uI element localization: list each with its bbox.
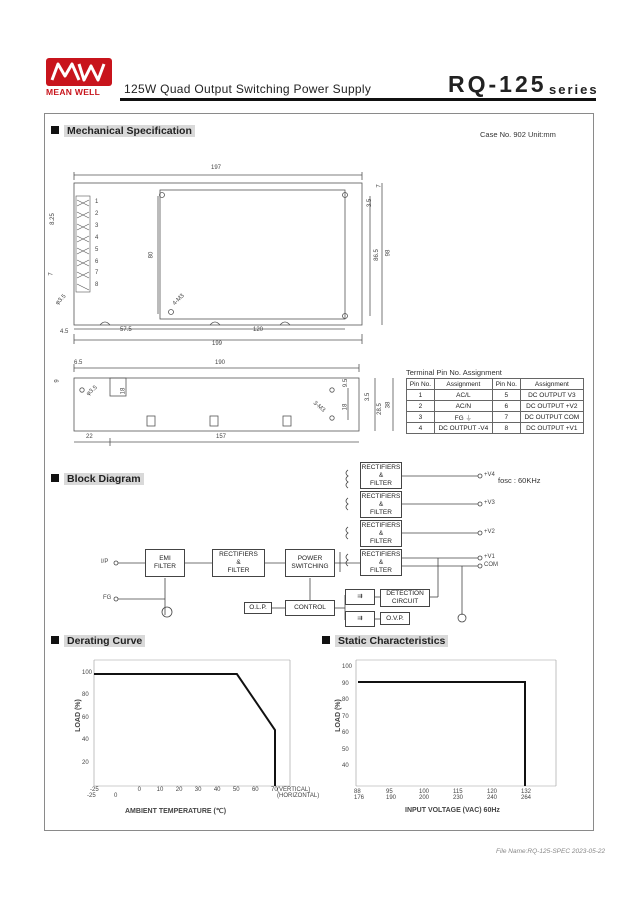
olp-block: O.L.P. xyxy=(244,602,272,614)
input-rectifier-block: RECTIFIERS & FILTER xyxy=(212,549,265,577)
dim-57-5: 57.5 xyxy=(120,327,132,333)
static-y-tick: 90 xyxy=(342,680,349,687)
dim-7b: 7 xyxy=(48,272,55,276)
dim-phi: φ3.5 xyxy=(54,293,68,307)
dim-86-5: 86.5 xyxy=(373,249,380,261)
dim-18b: 18 xyxy=(342,403,349,411)
case-info: Case No. 902 Unit:mm xyxy=(480,130,556,139)
rectifier-v4-block: RECTIFIERS & FILTER xyxy=(360,462,402,489)
brand-name: MEAN WELL xyxy=(46,87,101,97)
static-y-tick: 40 xyxy=(342,763,349,769)
derating-y-tick: 60 xyxy=(82,714,89,721)
control-block: CONTROL xyxy=(285,600,335,616)
static-y-tick: 60 xyxy=(342,730,349,736)
static-x-tick: 120 xyxy=(487,789,498,795)
static-x-tick-bottom: 190 xyxy=(386,795,397,801)
ip-label: I/P xyxy=(101,559,109,565)
derating-x-tick: 60 xyxy=(251,787,259,793)
static-x-tick: 100 xyxy=(419,789,430,795)
static-x-tick-bottom: 230 xyxy=(453,795,464,801)
static-y-tick: 50 xyxy=(342,746,349,753)
table-header-row: Pin No. Assignment Pin No. Assignment xyxy=(407,379,584,390)
dim-197: 197 xyxy=(211,165,222,171)
output-v4-label: +V4 xyxy=(484,472,495,478)
section-mechanical: Mechanical Specification xyxy=(51,125,195,138)
output-v2-label: +V2 xyxy=(484,529,495,535)
series-label: series xyxy=(549,82,599,97)
table-row: 2 AC/N 6 DC OUTPUT +V2 xyxy=(407,401,584,412)
static-x-tick: 88 xyxy=(354,789,361,795)
fg-label: FG xyxy=(103,595,112,601)
dim-120: 120 xyxy=(253,327,264,333)
dim-4-m3: 4-M3 xyxy=(171,293,186,307)
footer-file-name: File Name:RQ-125-SPEC 2023-05-22 xyxy=(496,848,606,855)
derating-x-tick: 70 xyxy=(271,787,278,793)
dim-side-phi: φ3.5 xyxy=(85,384,99,398)
derating-x-suffix-bottom: (HORIZONTAL) xyxy=(277,793,320,799)
dim-38: 38 xyxy=(385,401,392,409)
static-y-tick: 100 xyxy=(342,664,353,670)
dim-199: 199 xyxy=(212,341,223,347)
derating-y-tick: 100 xyxy=(82,670,93,676)
dim-9-5: 9.5 xyxy=(343,378,350,388)
terminal-table-title: Terminal Pin No. Assignment xyxy=(406,368,502,377)
section-derating: Derating Curve xyxy=(51,635,145,648)
dim-190: 190 xyxy=(215,360,226,366)
output-com-label: COM xyxy=(484,562,498,568)
derating-ylabel: LOAD (%) xyxy=(74,699,82,732)
static-xlabel: INPUT VOLTAGE (VAC) 60Hz xyxy=(405,807,500,814)
dim-22: 22 xyxy=(86,434,93,440)
derating-x-tick: 50 xyxy=(232,787,240,793)
derating-y-tick: 20 xyxy=(82,759,89,766)
dim-9: 9 xyxy=(54,379,61,383)
dim-3-m3: 3-M3 xyxy=(311,400,327,414)
detection-circuit-block: DETECTION CIRCUIT xyxy=(380,589,430,607)
table-row: 3 FG ⏚ 7 DC OUTPUT COM xyxy=(407,412,584,423)
static-y-tick: 80 xyxy=(342,697,349,703)
model-name: RQ-125 xyxy=(448,71,547,97)
derating-y-tick: 40 xyxy=(82,737,89,744)
rectifier-v3-block: RECTIFIERS & FILTER xyxy=(360,491,402,518)
opto-coupler-1-icon: ⇉ xyxy=(345,589,375,605)
document-title: 125W Quad Output Switching Power Supply xyxy=(124,82,372,96)
output-v3-label: +V3 xyxy=(484,500,495,506)
opto-coupler-2-icon: ⇉ xyxy=(345,611,375,627)
derating-x-tick: -25 xyxy=(90,787,99,793)
dim-28-5: 28.5 xyxy=(376,403,383,415)
pin-numbers: 1 2 3 4 5 6 7 8 xyxy=(95,199,99,289)
dim-3-5b: 3.5 xyxy=(365,392,372,402)
derating-x-tick: 20 xyxy=(175,787,183,793)
static-ylabel: LOAD (%) xyxy=(334,699,342,732)
fosc-label: fosc : 60KHz xyxy=(498,476,541,485)
static-y-tick: 70 xyxy=(342,713,349,720)
static-x-tick: 95 xyxy=(386,789,393,795)
table-row: 4 DC OUTPUT -V4 8 DC OUTPUT +V1 xyxy=(407,423,584,434)
dim-3-5: 3.5 xyxy=(367,198,374,208)
static-x-tick-bottom: 264 xyxy=(521,795,532,801)
derating-xlabel: AMBIENT TEMPERATURE (℃) xyxy=(125,808,227,815)
static-x-tick-bottom: 200 xyxy=(419,795,430,801)
static-x-tick-bottom: 240 xyxy=(487,795,498,801)
static-series-line xyxy=(358,682,525,786)
dim-4-5: 4.5 xyxy=(60,329,69,335)
ovp-block: O.V.P. xyxy=(380,612,410,625)
output-v1-label: +V1 xyxy=(484,554,495,560)
static-x-tick: 132 xyxy=(521,789,532,795)
derating-x-tick: 0 xyxy=(137,787,141,793)
emi-filter-block: EMI FILTER xyxy=(145,549,185,577)
rectifier-v2-block: RECTIFIERS & FILTER xyxy=(360,520,402,547)
dim-80: 80 xyxy=(148,251,155,259)
derating-x-tick: 40 xyxy=(213,787,221,793)
section-static: Static Characteristics xyxy=(322,635,448,648)
rectifier-v1-block: RECTIFIERS & FILTER xyxy=(360,549,402,576)
derating-x-bottom-0: -25 xyxy=(87,793,96,799)
dim-6-5: 6.5 xyxy=(74,360,83,366)
derating-x-bottom-1: 0 xyxy=(114,793,118,799)
derating-x-tick: 10 xyxy=(156,787,164,793)
dim-157: 157 xyxy=(216,434,227,440)
dim-18: 18 xyxy=(120,387,127,395)
dim-7: 7 xyxy=(376,184,383,188)
static-x-tick-bottom: 176 xyxy=(354,795,365,801)
derating-x-suffix-top: (VERTICAL) xyxy=(277,787,311,793)
static-x-tick: 115 xyxy=(453,789,463,795)
table-row: 1 AC/L 5 DC OUTPUT V3 xyxy=(407,390,584,401)
dim-8-25: 8.25 xyxy=(49,213,56,225)
dim-98: 98 xyxy=(385,249,392,257)
derating-x-tick: 30 xyxy=(194,787,202,793)
derating-y-tick: 80 xyxy=(82,692,89,699)
power-switching-block: POWER SWITCHING xyxy=(285,549,335,577)
section-block-diagram: Block Diagram xyxy=(51,473,144,486)
